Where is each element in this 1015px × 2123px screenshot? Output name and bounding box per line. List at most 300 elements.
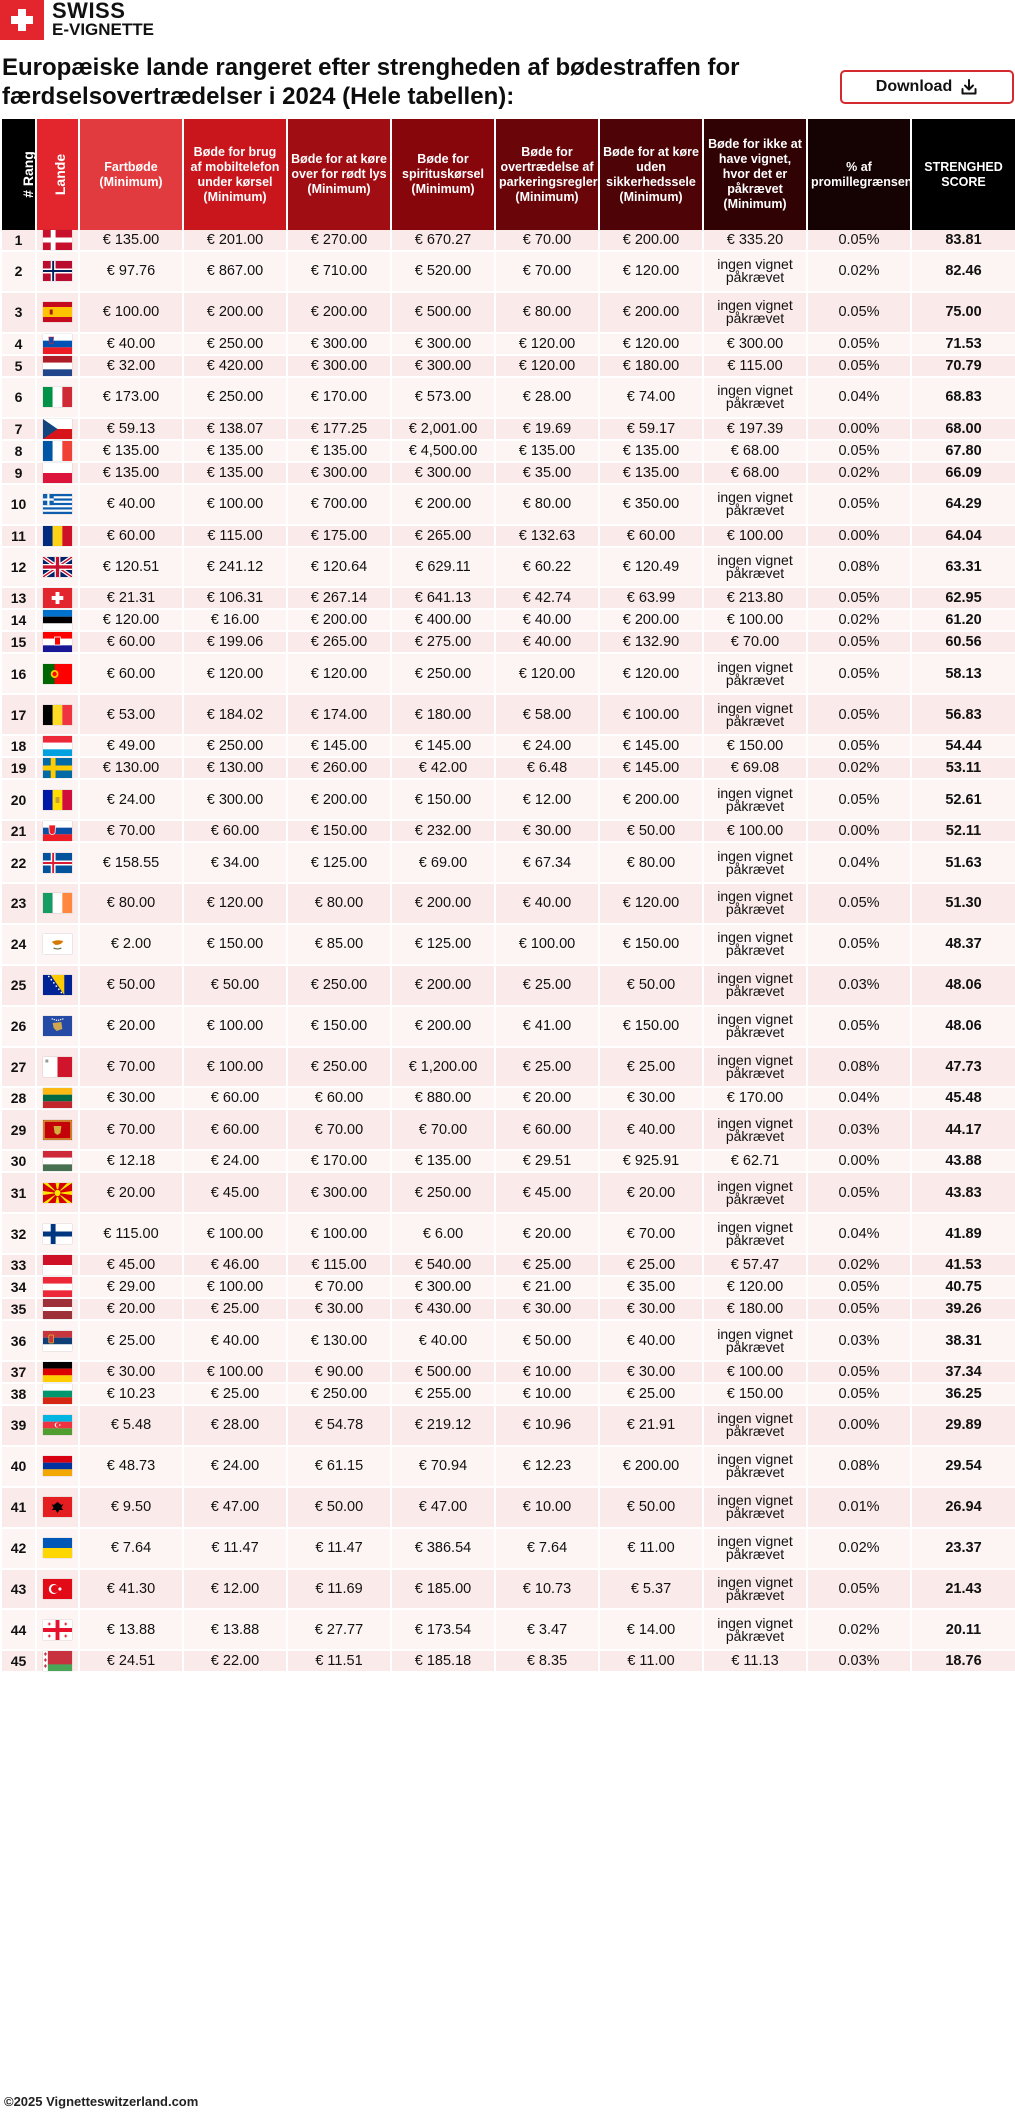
table-row [2,1110,1015,1151]
parking-fine-cell: € 12.00 [496,780,598,821]
parking-fine-cell: € 10.96 [496,1406,598,1447]
drunk-driving-fine-cell: € 4,500.00 [392,441,494,463]
country-flag-cell [37,334,78,356]
flag-lu-icon [43,736,72,756]
table-row [2,1151,1015,1173]
country-flag-cell [37,230,78,252]
red-light-fine-cell: € 120.64 [288,548,390,589]
red-light-fine-cell: € 200.00 [288,610,390,632]
promille-cell: 0.05% [808,356,910,378]
rank-cell: 14 [2,610,35,632]
red-light-fine-cell: € 80.00 [288,884,390,925]
country-flag-cell [37,463,78,485]
strictness-score-cell: 18.76 [912,1651,1015,1673]
red-light-fine-cell: € 174.00 [288,695,390,736]
seatbelt-fine-cell: € 74.00 [600,378,702,419]
drunk-driving-fine-cell: € 629.11 [392,548,494,589]
country-flag-cell [37,1277,78,1299]
table-row [2,1048,1015,1089]
header-seatbelt-fine: Bøde for at køre uden sikkerhedssele (Minimum) [600,119,702,230]
promille-cell: 0.05% [808,925,910,966]
header-promille: % af promillegrænsen [808,119,910,230]
promille-cell: 0.00% [808,1406,910,1447]
parking-fine-cell: € 100.00 [496,925,598,966]
strictness-score-cell: 29.54 [912,1447,1015,1488]
vignette-fine-cell: ingen vignet påkrævet [704,1110,806,1151]
speed-fine-cell: € 100.00 [80,293,182,334]
speed-fine-cell: € 60.00 [80,654,182,695]
seatbelt-fine-cell: € 59.17 [600,419,702,441]
speed-fine-cell: € 10.23 [80,1384,182,1406]
promille-cell: 0.02% [808,610,910,632]
strictness-score-cell: 52.61 [912,780,1015,821]
red-light-fine-cell: € 60.00 [288,1088,390,1110]
country-flag-cell [37,441,78,463]
seatbelt-fine-cell: € 150.00 [600,925,702,966]
promille-cell: 0.05% [808,1299,910,1321]
rank-cell: 24 [2,925,35,966]
header-phone-fine: Bøde for brug af mobiltelefon under kørsel (Minimum) [184,119,286,230]
speed-fine-cell: € 70.00 [80,1048,182,1089]
promille-cell: 0.01% [808,1488,910,1529]
rank-cell: 22 [2,843,35,884]
drunk-driving-fine-cell: € 500.00 [392,1362,494,1384]
red-light-fine-cell: € 250.00 [288,1048,390,1089]
parking-fine-cell: € 135.00 [496,441,598,463]
speed-fine-cell: € 173.00 [80,378,182,419]
download-button[interactable] [840,70,1014,104]
rank-cell: 19 [2,758,35,780]
seatbelt-fine-cell: € 145.00 [600,736,702,758]
table-row [2,654,1015,695]
seatbelt-fine-cell: € 145.00 [600,758,702,780]
rank-cell: 8 [2,441,35,463]
promille-cell: 0.05% [808,780,910,821]
speed-fine-cell: € 97.76 [80,252,182,293]
fines-table [0,119,1015,1673]
flag-lt-icon [43,1088,72,1108]
drunk-driving-fine-cell: € 42.00 [392,758,494,780]
vignette-fine-cell: € 62.71 [704,1151,806,1173]
flag-cy-icon [43,934,72,954]
country-flag-cell [37,1151,78,1173]
strictness-score-cell: 83.81 [912,230,1015,252]
promille-cell: 0.05% [808,884,910,925]
table-row [2,736,1015,758]
rank-cell: 18 [2,736,35,758]
parking-fine-cell: € 29.51 [496,1151,598,1173]
drunk-driving-fine-cell: € 265.00 [392,526,494,548]
rank-cell: 23 [2,884,35,925]
parking-fine-cell: € 60.22 [496,548,598,589]
red-light-fine-cell: € 250.00 [288,966,390,1007]
parking-fine-cell: € 6.48 [496,758,598,780]
parking-fine-cell: € 30.00 [496,1299,598,1321]
rank-cell: 15 [2,632,35,654]
flag-gb-icon [43,557,72,577]
parking-fine-cell: € 28.00 [496,378,598,419]
parking-fine-cell: € 120.00 [496,654,598,695]
strictness-score-cell: 21.43 [912,1570,1015,1611]
red-light-fine-cell: € 125.00 [288,843,390,884]
vignette-fine-cell: ingen vignet påkrævet [704,1529,806,1570]
flag-xk-icon [43,1016,72,1036]
strictness-score-cell: 48.06 [912,966,1015,1007]
phone-fine-cell: € 46.00 [184,1255,286,1277]
country-flag-cell [37,1088,78,1110]
brand-logo [0,0,154,40]
table-row [2,1007,1015,1048]
country-flag-cell [37,1048,78,1089]
vignette-fine-cell: € 180.00 [704,1299,806,1321]
strictness-score-cell: 43.83 [912,1173,1015,1214]
strictness-score-cell: 62.95 [912,588,1015,610]
rank-cell: 30 [2,1151,35,1173]
strictness-score-cell: 23.37 [912,1529,1015,1570]
table-row [2,1088,1015,1110]
red-light-fine-cell: € 265.00 [288,632,390,654]
strictness-score-cell: 37.34 [912,1362,1015,1384]
promille-cell: 0.04% [808,378,910,419]
country-flag-cell [37,293,78,334]
drunk-driving-fine-cell: € 219.12 [392,1406,494,1447]
vignette-fine-cell: ingen vignet påkrævet [704,1321,806,1362]
phone-fine-cell: € 60.00 [184,1088,286,1110]
parking-fine-cell: € 70.00 [496,252,598,293]
seatbelt-fine-cell: € 120.00 [600,334,702,356]
vignette-fine-cell: € 69.08 [704,758,806,780]
phone-fine-cell: € 60.00 [184,1110,286,1151]
drunk-driving-fine-cell: € 185.18 [392,1651,494,1673]
vignette-fine-cell: ingen vignet påkrævet [704,1447,806,1488]
country-flag-cell [37,588,78,610]
strictness-score-cell: 41.53 [912,1255,1015,1277]
flag-de-icon [43,1362,72,1382]
header-parking-fine: Bøde for overtrædelse af parkeringsregler (Minimum) [496,119,598,230]
strictness-score-cell: 67.80 [912,441,1015,463]
seatbelt-fine-cell: € 200.00 [600,610,702,632]
red-light-fine-cell: € 267.14 [288,588,390,610]
red-light-fine-cell: € 115.00 [288,1255,390,1277]
rank-cell: 36 [2,1321,35,1362]
flag-nl-icon [43,356,72,376]
table-row [2,884,1015,925]
parking-fine-cell: € 30.00 [496,821,598,843]
seatbelt-fine-cell: € 63.99 [600,588,702,610]
parking-fine-cell: € 20.00 [496,1088,598,1110]
flag-es-icon [43,302,72,322]
seatbelt-fine-cell: € 70.00 [600,1214,702,1255]
speed-fine-cell: € 158.55 [80,843,182,884]
promille-cell: 0.02% [808,463,910,485]
speed-fine-cell: € 120.00 [80,610,182,632]
strictness-score-cell: 68.83 [912,378,1015,419]
seatbelt-fine-cell: € 180.00 [600,356,702,378]
strictness-score-cell: 48.06 [912,1007,1015,1048]
speed-fine-cell: € 115.00 [80,1214,182,1255]
table-row [2,230,1015,252]
vignette-fine-cell: ingen vignet påkrævet [704,1610,806,1651]
seatbelt-fine-cell: € 120.49 [600,548,702,589]
seatbelt-fine-cell: € 25.00 [600,1384,702,1406]
promille-cell: 0.05% [808,1570,910,1611]
flag-hu-icon [43,1151,72,1171]
rank-cell: 38 [2,1384,35,1406]
drunk-driving-fine-cell: € 300.00 [392,356,494,378]
vignette-fine-cell: ingen vignet påkrævet [704,485,806,526]
drunk-driving-fine-cell: € 200.00 [392,1007,494,1048]
rank-cell: 45 [2,1651,35,1673]
phone-fine-cell: € 106.31 [184,588,286,610]
speed-fine-cell: € 20.00 [80,1299,182,1321]
drunk-driving-fine-cell: € 69.00 [392,843,494,884]
speed-fine-cell: € 59.13 [80,419,182,441]
parking-fine-cell: € 40.00 [496,610,598,632]
flag-no-icon [43,261,72,281]
promille-cell: 0.05% [808,695,910,736]
strictness-score-cell: 38.31 [912,1321,1015,1362]
speed-fine-cell: € 48.73 [80,1447,182,1488]
table-row [2,1570,1015,1611]
rank-cell: 20 [2,780,35,821]
vignette-fine-cell: € 100.00 [704,821,806,843]
seatbelt-fine-cell: € 135.00 [600,463,702,485]
rank-cell: 41 [2,1488,35,1529]
drunk-driving-fine-cell: € 300.00 [392,1277,494,1299]
promille-cell: 0.08% [808,1048,910,1089]
flag-ba-icon [43,975,72,995]
table-row [2,758,1015,780]
flag-fi-icon [43,1224,72,1244]
country-flag-cell [37,1529,78,1570]
rank-cell: 42 [2,1529,35,1570]
red-light-fine-cell: € 61.15 [288,1447,390,1488]
phone-fine-cell: € 200.00 [184,293,286,334]
red-light-fine-cell: € 145.00 [288,736,390,758]
country-flag-cell [37,821,78,843]
country-flag-cell [37,736,78,758]
country-flag-cell [37,1321,78,1362]
country-flag-cell [37,378,78,419]
seatbelt-fine-cell: € 120.00 [600,884,702,925]
seatbelt-fine-cell: € 30.00 [600,1088,702,1110]
seatbelt-fine-cell: € 120.00 [600,252,702,293]
table-row [2,1362,1015,1384]
speed-fine-cell: € 53.00 [80,695,182,736]
country-flag-cell [37,1214,78,1255]
parking-fine-cell: € 35.00 [496,463,598,485]
red-light-fine-cell: € 11.47 [288,1529,390,1570]
parking-fine-cell: € 3.47 [496,1610,598,1651]
header-strictness-score: STRENGHED SCORE [912,119,1015,230]
promille-cell: 0.02% [808,1529,910,1570]
country-flag-cell [37,1488,78,1529]
drunk-driving-fine-cell: € 150.00 [392,780,494,821]
phone-fine-cell: € 199.06 [184,632,286,654]
promille-cell: 0.05% [808,230,910,252]
drunk-driving-fine-cell: € 500.00 [392,293,494,334]
flag-ie-icon [43,893,72,913]
seatbelt-fine-cell: € 200.00 [600,780,702,821]
flag-be-icon [43,705,72,725]
brand-line1: SWISS [52,0,126,23]
red-light-fine-cell: € 300.00 [288,334,390,356]
vignette-fine-cell: ingen vignet påkrævet [704,252,806,293]
table-row [2,610,1015,632]
drunk-driving-fine-cell: € 200.00 [392,884,494,925]
promille-cell: 0.04% [808,1214,910,1255]
table-row [2,821,1015,843]
phone-fine-cell: € 138.07 [184,419,286,441]
brand-name [52,1,154,39]
country-flag-cell [37,884,78,925]
phone-fine-cell: € 25.00 [184,1384,286,1406]
rank-cell: 4 [2,334,35,356]
speed-fine-cell: € 13.88 [80,1610,182,1651]
parking-fine-cell: € 10.00 [496,1384,598,1406]
vignette-fine-cell: ingen vignet påkrævet [704,293,806,334]
red-light-fine-cell: € 70.00 [288,1110,390,1151]
phone-fine-cell: € 45.00 [184,1173,286,1214]
parking-fine-cell: € 8.35 [496,1651,598,1673]
speed-fine-cell: € 12.18 [80,1151,182,1173]
flag-al-icon [43,1497,72,1517]
flag-lv-icon [43,1299,72,1319]
drunk-driving-fine-cell: € 180.00 [392,695,494,736]
table-row [2,548,1015,589]
strictness-score-cell: 26.94 [912,1488,1015,1529]
speed-fine-cell: € 60.00 [80,632,182,654]
promille-cell: 0.00% [808,821,910,843]
red-light-fine-cell: € 710.00 [288,252,390,293]
flag-hr-icon [43,632,72,652]
promille-cell: 0.03% [808,966,910,1007]
phone-fine-cell: € 250.00 [184,736,286,758]
red-light-fine-cell: € 11.51 [288,1651,390,1673]
red-light-fine-cell: € 27.77 [288,1610,390,1651]
strictness-score-cell: 20.11 [912,1610,1015,1651]
flag-dk-icon [43,230,72,250]
phone-fine-cell: € 47.00 [184,1488,286,1529]
vignette-fine-cell: € 150.00 [704,736,806,758]
speed-fine-cell: € 21.31 [80,588,182,610]
swiss-cross-icon [0,0,44,40]
promille-cell: 0.05% [808,441,910,463]
drunk-driving-fine-cell: € 250.00 [392,1173,494,1214]
red-light-fine-cell: € 177.25 [288,419,390,441]
promille-cell: 0.05% [808,1384,910,1406]
country-flag-cell [37,695,78,736]
red-light-fine-cell: € 85.00 [288,925,390,966]
parking-fine-cell: € 25.00 [496,1048,598,1089]
vignette-fine-cell: ingen vignet påkrævet [704,780,806,821]
promille-cell: 0.05% [808,588,910,610]
red-light-fine-cell: € 120.00 [288,654,390,695]
strictness-score-cell: 51.30 [912,884,1015,925]
vignette-fine-cell: € 100.00 [704,610,806,632]
seatbelt-fine-cell: € 40.00 [600,1321,702,1362]
promille-cell: 0.05% [808,1173,910,1214]
promille-cell: 0.04% [808,1088,910,1110]
flag-is-icon [43,853,72,873]
parking-fine-cell: € 10.00 [496,1488,598,1529]
parking-fine-cell: € 21.00 [496,1277,598,1299]
table-row [2,526,1015,548]
strictness-score-cell: 63.31 [912,548,1015,589]
rank-cell: 2 [2,252,35,293]
seatbelt-fine-cell: € 150.00 [600,1007,702,1048]
drunk-driving-fine-cell: € 200.00 [392,485,494,526]
promille-cell: 0.04% [808,843,910,884]
seatbelt-fine-cell: € 60.00 [600,526,702,548]
promille-cell: 0.02% [808,252,910,293]
seatbelt-fine-cell: € 25.00 [600,1048,702,1089]
seatbelt-fine-cell: € 200.00 [600,1447,702,1488]
vignette-fine-cell: € 70.00 [704,632,806,654]
rank-cell: 40 [2,1447,35,1488]
vignette-fine-cell: ingen vignet påkrævet [704,1488,806,1529]
country-flag-cell [37,780,78,821]
parking-fine-cell: € 45.00 [496,1173,598,1214]
parking-fine-cell: € 132.63 [496,526,598,548]
speed-fine-cell: € 9.50 [80,1488,182,1529]
flag-az-icon [43,1415,72,1435]
rank-cell: 10 [2,485,35,526]
strictness-score-cell: 71.53 [912,334,1015,356]
table-row [2,1299,1015,1321]
red-light-fine-cell: € 300.00 [288,1173,390,1214]
vignette-fine-cell: ingen vignet påkrævet [704,966,806,1007]
strictness-score-cell: 29.89 [912,1406,1015,1447]
red-light-fine-cell: € 260.00 [288,758,390,780]
rank-cell: 28 [2,1088,35,1110]
seatbelt-fine-cell: € 21.91 [600,1406,702,1447]
phone-fine-cell: € 120.00 [184,884,286,925]
drunk-driving-fine-cell: € 6.00 [392,1214,494,1255]
red-light-fine-cell: € 30.00 [288,1299,390,1321]
header-speed-fine: Fartbøde (Minimum) [80,119,182,230]
speed-fine-cell: € 120.51 [80,548,182,589]
strictness-score-cell: 45.48 [912,1088,1015,1110]
parking-fine-cell: € 120.00 [496,334,598,356]
header-rank-label: # Rang [19,150,36,198]
country-flag-cell [37,485,78,526]
phone-fine-cell: € 100.00 [184,1362,286,1384]
parking-fine-cell: € 41.00 [496,1007,598,1048]
speed-fine-cell: € 130.00 [80,758,182,780]
flag-by-icon [43,1651,72,1671]
rank-cell: 1 [2,230,35,252]
speed-fine-cell: € 49.00 [80,736,182,758]
flag-mk-icon [43,1183,72,1203]
phone-fine-cell: € 130.00 [184,758,286,780]
flag-at-icon [43,1277,72,1297]
phone-fine-cell: € 13.88 [184,1610,286,1651]
country-flag-cell [37,1299,78,1321]
vignette-fine-cell: ingen vignet påkrævet [704,378,806,419]
promille-cell: 0.03% [808,1110,910,1151]
table-row [2,463,1015,485]
flag-ad-icon [43,790,72,810]
phone-fine-cell: € 12.00 [184,1570,286,1611]
rank-cell: 39 [2,1406,35,1447]
rank-cell: 13 [2,588,35,610]
flag-pl-icon [43,463,72,483]
red-light-fine-cell: € 250.00 [288,1384,390,1406]
table-row [2,1255,1015,1277]
drunk-driving-fine-cell: € 400.00 [392,610,494,632]
vignette-fine-cell: ingen vignet påkrævet [704,884,806,925]
